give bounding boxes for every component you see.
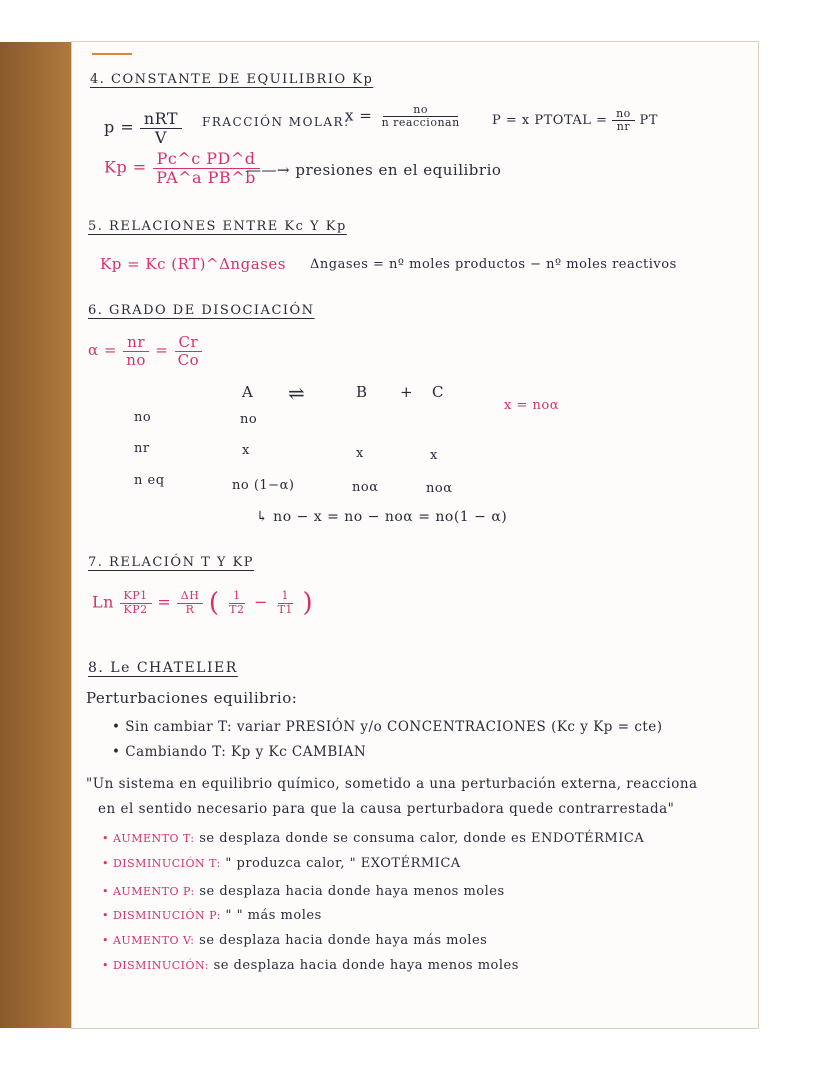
cell-x-c: x: [430, 448, 438, 463]
vh-minus: −: [254, 592, 268, 612]
section-8-title: 8. Le CHATELIER: [88, 660, 238, 676]
alpha-lhs: α =: [88, 341, 117, 359]
tag-aumento-t: • AUMENTO T:: [102, 832, 195, 845]
tag-disminucion-v: • DISMINUCIÓN:: [102, 959, 209, 972]
fraccion-label: FRACCIÓN MOLAR:: [202, 115, 350, 129]
x-definition: x = noα: [504, 398, 559, 413]
x-lhs: x =: [345, 106, 373, 125]
paren-close: ): [302, 588, 314, 618]
molar-fraction-formula: [345, 104, 464, 129]
kp-lhs: Kp =: [104, 157, 147, 177]
row-label-nr: nr: [134, 441, 150, 456]
kp-numerator: Pc^c PD^d: [153, 150, 260, 169]
x-fraction: [378, 104, 464, 129]
text-aumento-p: se desplaza hacia donde haya menos moles: [199, 884, 505, 899]
item-disminucion-t: [102, 856, 461, 871]
p-denominator: V: [154, 127, 167, 147]
text-aumento-v: se desplaza hacia donde haya más moles: [199, 933, 488, 948]
cell-eq-c: noα: [426, 481, 453, 496]
vh-equal: =: [157, 592, 172, 612]
alpha-numerator: nr: [123, 334, 149, 352]
cell-no-a: no: [240, 412, 258, 427]
alpha-denominator: no: [126, 350, 146, 369]
alpha-fraction: [122, 334, 150, 368]
kp-denominator: PA^a PB^b: [156, 167, 256, 187]
kp-fraction: [152, 150, 260, 186]
alpha-equal: =: [155, 341, 169, 359]
tag-aumento-v: • AUMENTO V:: [102, 934, 195, 947]
t2-numerator: 1: [229, 590, 245, 603]
bullet-cambiando-t: • Cambiando T: Kp y Kc CAMBIAN: [112, 744, 367, 760]
ln-label: Ln: [92, 592, 114, 612]
p-total-lhs: P = x PTOTAL =: [492, 113, 608, 129]
t1-numerator: 1: [278, 590, 294, 603]
notebook-page: [72, 42, 758, 1028]
vant-hoff-formula: [92, 588, 313, 618]
perturbaciones-intro: Perturbaciones equilibrio:: [86, 689, 298, 707]
section-7-title: 7. RELACIÓN T Y KP: [88, 555, 255, 570]
item-aumento-v: [102, 933, 487, 948]
text-aumento-t: se desplaza donde se consuma calor, donde es ENDOTÉRMICA: [199, 831, 645, 846]
paren-open: (: [208, 588, 220, 618]
enthalpy-fraction: [177, 590, 204, 615]
cell-eq-b: noα: [352, 480, 379, 495]
kp-formula: [104, 150, 260, 186]
pt-fraction: [612, 108, 635, 133]
equilibrium-derivation: ↳ no − x = no − noα = no(1 − α): [256, 509, 508, 525]
kp-ratio-numerator: KP1: [120, 590, 152, 603]
section-5-title: 5. RELACIONES ENTRE Kc Y Kp: [88, 219, 347, 234]
species-a: A: [242, 383, 254, 401]
total-pressure-formula: [492, 108, 658, 133]
pt-numerator: no: [612, 108, 635, 121]
pt-tail: PT: [639, 113, 658, 129]
item-disminucion-p: [102, 908, 322, 923]
row-label-no: no: [134, 410, 152, 425]
p-numerator: nRT: [140, 110, 182, 129]
ideal-gas-formula: [104, 110, 182, 146]
p-fraction: [140, 110, 182, 146]
t2-denominator: T2: [229, 602, 245, 616]
tag-disminucion-p: • DISMINUCIÓN P:: [102, 909, 221, 922]
kp-ratio-denominator: KP2: [123, 602, 148, 616]
x-numerator: no: [383, 104, 458, 117]
le-chatelier-quote-line-2: en el sentido necesario para que la causa perturbadora quede contrarrestada": [98, 801, 675, 817]
kp-kc-relation: Kp = Kc (RT)^Δngases: [100, 255, 286, 273]
le-chatelier-quote-line-1: "Un sistema en equilibrio químico, sometido a una perturbación externa, reacciona: [86, 776, 698, 792]
item-aumento-p: [102, 884, 505, 899]
cell-x-a: x: [242, 443, 250, 458]
kp-ratio: [120, 590, 152, 615]
delta-n-gases: Δngases = nº moles productos − nº moles reactivos: [310, 257, 677, 272]
item-aumento-t: [102, 831, 644, 846]
conc-fraction: [174, 334, 204, 368]
equilibrium-arrow: ⇌: [288, 381, 306, 405]
alpha-formula: [88, 334, 203, 368]
wood-background-left: [0, 42, 72, 1028]
tag-aumento-p: • AUMENTO P:: [102, 885, 195, 898]
cell-x-b: x: [356, 446, 364, 461]
reaction-plus: +: [400, 383, 414, 401]
enthalpy-numerator: ΔH: [177, 590, 204, 603]
text-disminucion-p: " " más moles: [225, 908, 322, 923]
item-disminucion-v: [102, 958, 519, 973]
tag-disminucion-t: • DISMINUCIÓN T:: [102, 857, 221, 870]
enthalpy-denominator: R: [185, 602, 195, 616]
p-lhs: p =: [104, 117, 135, 137]
conc-denominator: Co: [177, 350, 200, 369]
kp-note: ——→ presiones en el equilibrio: [246, 161, 502, 179]
t1-denominator: T1: [277, 602, 293, 616]
species-c: C: [432, 383, 444, 401]
text-disminucion-v: se desplaza hacia donde haya menos moles: [213, 958, 519, 973]
cell-eq-a: no (1−α): [232, 478, 295, 493]
species-b: B: [356, 383, 368, 401]
section-4-title: 4. CONSTANTE DE EQUILIBRIO Kp: [90, 72, 374, 87]
text-disminucion-t: " produzca calor, " EXOTÉRMICA: [225, 856, 461, 871]
x-denominator: n reaccionan: [381, 116, 460, 130]
inverse-t1: [274, 590, 297, 615]
margin-mark: [92, 53, 132, 55]
section-6-title: 6. GRADO DE DISOCIACIÓN: [88, 303, 315, 318]
inverse-t2: [225, 590, 248, 615]
bullet-sin-cambiar-t: • Sin cambiar T: variar PRESIÓN y/o CONCENTRACIONES (Kc y Kp = cte): [112, 719, 663, 735]
conc-numerator: Cr: [175, 334, 203, 352]
pt-denominator: nr: [616, 120, 631, 134]
row-label-neq: n eq: [134, 473, 165, 488]
